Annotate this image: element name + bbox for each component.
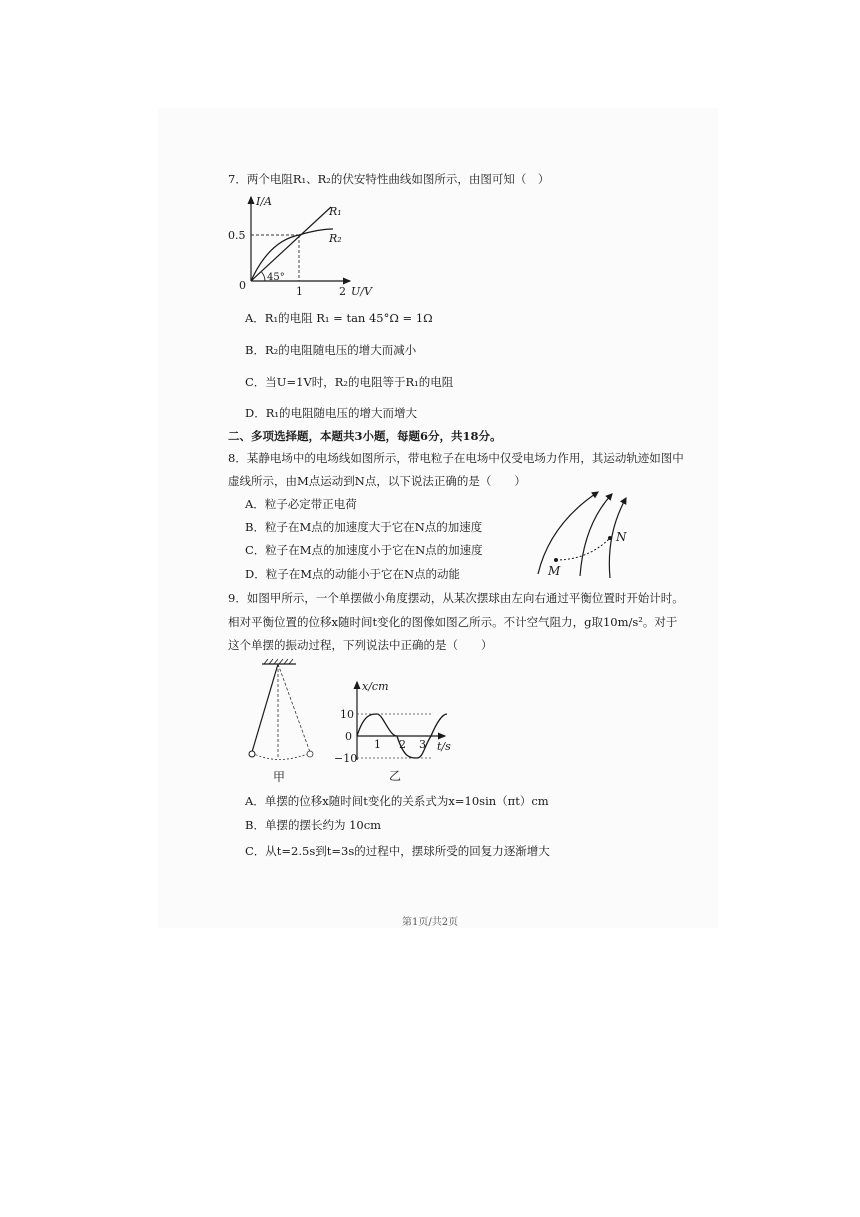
- q8-field-figure: [530, 484, 640, 584]
- q9-option-b: B．单摆的摆长约为 10cm: [245, 818, 382, 832]
- section-2-heading: 二、多项选择题，本题共3小题，每题6分，共18分。: [228, 429, 502, 443]
- pendulum-string: [252, 664, 278, 752]
- q7-angle-label: 45°: [267, 272, 285, 283]
- q9-x1: 1: [374, 738, 381, 751]
- q7-r2-label: R₂: [329, 232, 342, 245]
- q8-stem-line2: 虚线所示，由M点运动到N点，以下说法正确的是（ ）: [228, 474, 526, 488]
- q7-iu-graph: [225, 193, 390, 303]
- q9-y-neg: −10: [334, 752, 358, 765]
- q8-option-d: D．粒子在M点的动能小于它在N点的动能: [245, 567, 461, 581]
- q7-stem: 7．两个电阻R₁、R₂的伏安特性曲线如图所示，由图可知（ ）: [228, 172, 550, 186]
- q7-option-d: D．R₁的电阻随电压的增大而增大: [245, 406, 417, 420]
- field-line-2: [580, 494, 612, 576]
- page-footer: 第1页/共2页: [402, 917, 459, 928]
- q9-displacement-graph: [333, 676, 463, 786]
- q7-y-label: I/A: [256, 195, 272, 208]
- swing-arc: [252, 753, 310, 760]
- label-m: M: [548, 564, 561, 578]
- pendulum-bob: [249, 751, 255, 757]
- q7-x-label: U/V: [351, 285, 372, 298]
- figure-yi: 乙: [389, 769, 402, 783]
- q7-r2-curve: [251, 229, 333, 281]
- q9-stem-line1: 9．如图甲所示，一个单摆做小角度摆动，从某次摆球由左向右通过平衡位置时开始计时。: [228, 591, 684, 605]
- q7-x-tick-1: 1: [296, 285, 303, 298]
- label-n: N: [616, 530, 627, 544]
- q9-y-label: x/cm: [362, 680, 389, 693]
- right-string-dashed: [278, 664, 310, 752]
- q7-option-b: B．R₂的电阻随电压的增大而减小: [245, 343, 417, 357]
- q7-origin: 0: [239, 279, 246, 292]
- point-n: [608, 536, 612, 540]
- q8-option-b: B．粒子在M点的加速度大于它在N点的加速度: [245, 520, 483, 534]
- point-m: [554, 558, 558, 562]
- q8-option-c: C．粒子在M点的加速度小于它在N点的加速度: [245, 543, 483, 557]
- q7-option-a: A．R₁的电阻 R₁ = tan 45°Ω = 1Ω: [245, 311, 433, 325]
- q7-angle-arc: [262, 272, 266, 281]
- figure-jia: 甲: [273, 770, 286, 784]
- q7-x-tick-2: 2: [339, 285, 346, 298]
- q7-r1-line: [251, 207, 331, 281]
- q9-option-c: C．从t=2.5s到t=3s的过程中，摆球所受的回复力逐渐增大: [245, 844, 550, 858]
- q7-r1-label: R₁: [329, 205, 342, 218]
- q9-x2: 2: [399, 738, 406, 751]
- q7-y-tick: 0.5: [228, 229, 246, 242]
- bob-ghost: [307, 751, 313, 757]
- q9-pendulum-figure: [240, 656, 325, 786]
- q9-stem-line3: 这个单摆的振动过程，下列说法中正确的是（ ）: [228, 638, 493, 652]
- ceiling-hatch: [264, 659, 293, 664]
- q9-stem-line2: 相对平衡位置的位移x随时间t变化的图像如图乙所示。不计空气阻力，g取10m/s²。对于: [228, 615, 678, 629]
- q9-x-label: t/s: [437, 740, 451, 753]
- q9-option-a: A．单摆的位移x随时间t变化的关系式为x=10sin（πt）cm: [245, 794, 549, 808]
- q8-option-a: A．粒子必定带正电荷: [245, 497, 357, 511]
- q7-option-c: C．当U=1V时，R₂的电阻等于R₁的电阻: [245, 375, 454, 389]
- q8-stem-line1: 8．某静电场中的电场线如图所示，带电粒子在电场中仅受电场力作用，其运动轨迹如图中: [228, 451, 684, 465]
- q9-x3: 3: [419, 738, 426, 751]
- q9-y-zero: 0: [345, 730, 352, 743]
- q9-y-pos: 10: [340, 708, 354, 721]
